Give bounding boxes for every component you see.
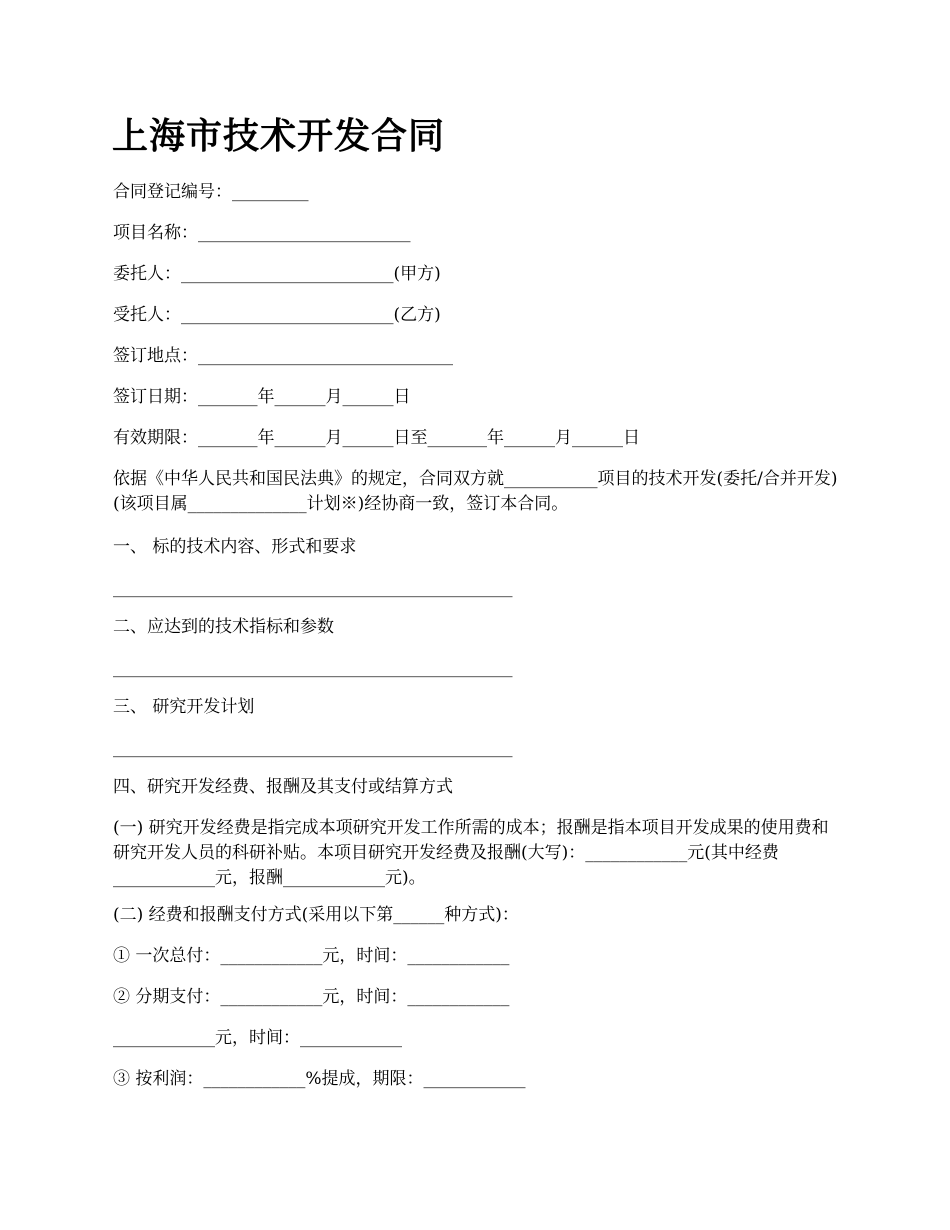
section-1-blank-line: _______________________________________________ bbox=[113, 578, 513, 598]
payment-option-installments: ② 分期支付：____________元，时间：____________ bbox=[113, 987, 510, 1007]
payment-clause-1: (一) 研究开发经费是指完成本项研究开发工作所需的成本；报酬是指本项目开发成果的使用费和研究开发人员的科研补贴。本项目研究开发经费及报酬(大写)：____________元(其中经费____________元，报酬____________元)。 bbox=[113, 818, 829, 888]
section-4-heading: 四、研究开发经费、报酬及其支付或结算方式 bbox=[113, 777, 453, 797]
signing-place-field: 签订地点：______________________________ bbox=[113, 346, 453, 366]
section-3-heading: 三、 研究开发计划 bbox=[113, 697, 255, 717]
section-1-heading: 一、 标的技术内容、形式和要求 bbox=[113, 537, 357, 557]
payment-clause-2: (二) 经费和报酬支付方式(采用以下第______种方式)： bbox=[113, 905, 519, 925]
validity-period-field: 有效期限：_______年______月______日至_______年______月______日 bbox=[113, 428, 640, 448]
section-2-heading: 二、应达到的技术指标和参数 bbox=[113, 617, 334, 637]
payment-option-profit-share: ③ 按利润：____________%提成，期限：____________ bbox=[113, 1069, 526, 1089]
contractor-field: 受托人：_________________________(乙方) bbox=[113, 305, 441, 325]
registration-number-field: 合同登记编号：_________ bbox=[113, 182, 309, 202]
preamble-paragraph: 依据《中华人民共和国民法典》的规定，合同双方就___________项目的技术开发(委托/合并开发)(该项目属______________计划※)经协商一致，签订本合同。 bbox=[113, 469, 838, 514]
signing-date-field: 签订日期：_______年______月______日 bbox=[113, 387, 411, 407]
project-name-field: 项目名称：_________________________ bbox=[113, 223, 411, 243]
section-2-blank-line: _______________________________________________ bbox=[113, 658, 513, 678]
payment-installment-continuation: ____________元，时间：____________ bbox=[113, 1028, 402, 1048]
client-field: 委托人：_________________________(甲方) bbox=[113, 264, 441, 284]
section-3-blank-line: _______________________________________________ bbox=[113, 738, 513, 758]
document-title: 上海市技术开发合同 bbox=[112, 115, 446, 157]
payment-option-lump-sum: ① 一次总付：____________元，时间：____________ bbox=[113, 946, 510, 966]
